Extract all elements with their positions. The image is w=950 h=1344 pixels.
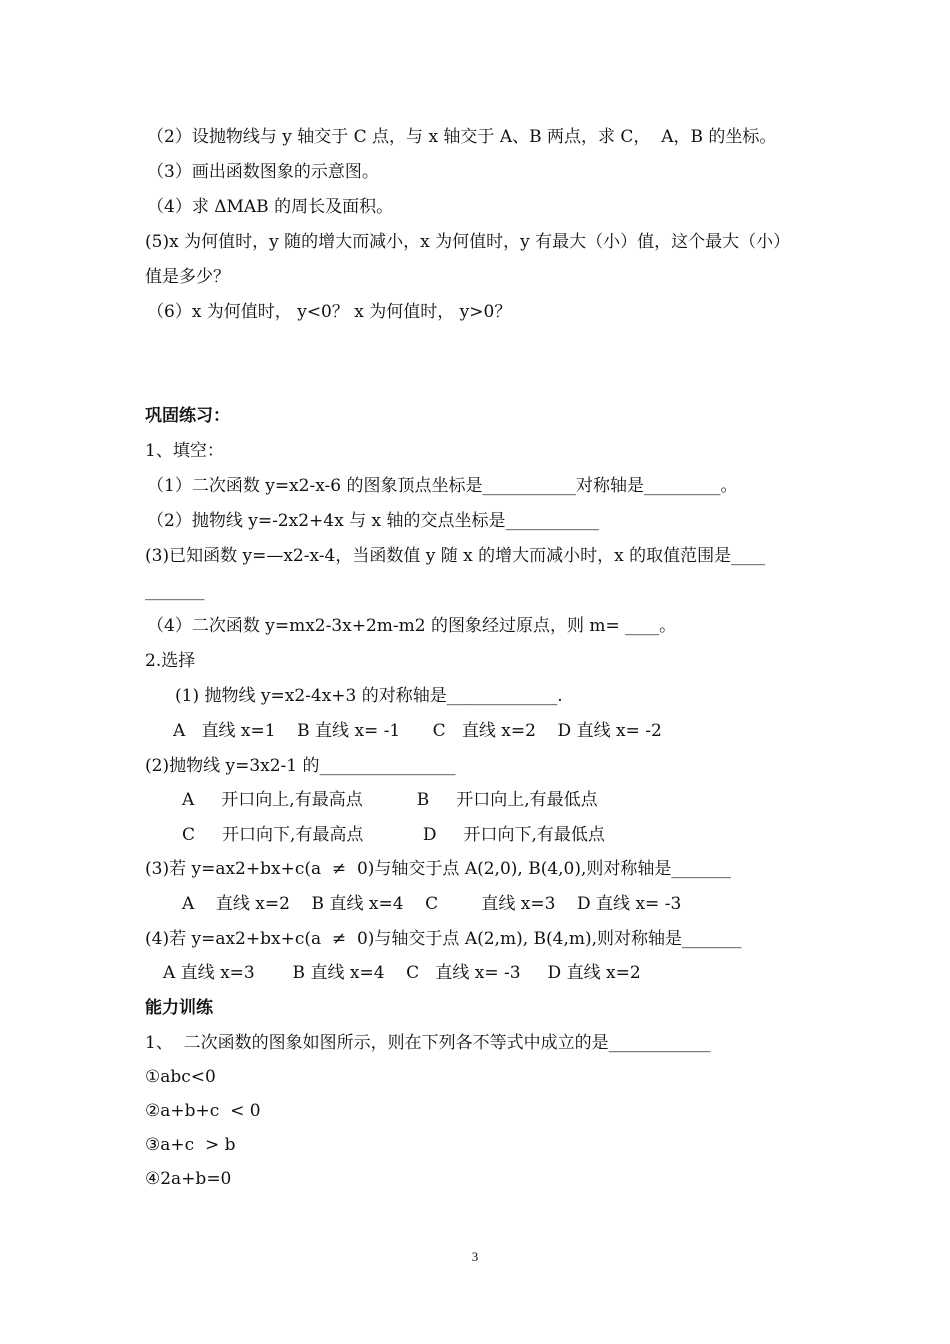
- choice-2-question: (2)抛物线 y=3x2-1 的________________: [145, 756, 456, 776]
- choice-3-options: A 直线 x=2 B 直线 x=4 C 直线 x=3 D 直线 x= -3: [182, 894, 682, 914]
- fill-blank-2: （2）抛物线 y=-2x2+4x 与 x 轴的交点坐标是___________: [147, 511, 599, 531]
- inequality-2: ②a+b+c < 0: [145, 1101, 261, 1121]
- choice-2-options-ab: A 开口向上,有最高点 B 开口向上,有最低点: [182, 790, 598, 810]
- question-2: （2）设抛物线与 y 轴交于 C 点，与 x 轴交于 A、B 两点，求 C， A，B 的坐标。: [147, 127, 777, 147]
- inequality-3: ③a+c > b: [145, 1135, 236, 1155]
- question-6: （6）x 为何值时， y<0？ x 为何值时， y>0？: [147, 302, 512, 322]
- choice-4-question: (4)若 y=ax2+bx+c(a ≠ 0)与轴交于点 A(2,m), B(4,m),则对称轴是_______: [145, 929, 742, 949]
- ability-heading: 能力训练: [145, 998, 213, 1018]
- choice-4-options: A 直线 x=3 B 直线 x=4 C 直线 x= -3 D 直线 x=2: [163, 963, 641, 983]
- question-4: （4）求 ΔMAB 的周长及面积。: [147, 197, 394, 217]
- choice-1-question: (1) 抛物线 y=x2-4x+3 的对称轴是_____________.: [175, 686, 563, 706]
- inequality-4: ④2a+b=0: [145, 1169, 232, 1189]
- ability-question-1: 1、 二次函数的图象如图所示，则在下列各不等式中成立的是____________: [145, 1033, 711, 1053]
- question-5-line2: 值是多少？: [145, 267, 230, 287]
- consolidation-heading: 巩固练习：: [145, 406, 230, 426]
- choice-title: 2.选择: [145, 651, 196, 671]
- choice-3-question: (3)若 y=ax2+bx+c(a ≠ 0)与轴交于点 A(2,0), B(4,0),则对称轴是_______: [145, 859, 731, 879]
- question-5-line1: (5)x 为何值时，y 随的增大而减小，x 为何值时，y 有最大（小）值，这个最大（小）: [145, 232, 791, 252]
- question-3: （3）画出函数图象的示意图。: [147, 162, 379, 182]
- fill-blank-title: 1、填空：: [145, 441, 224, 461]
- inequality-1: ①abc<0: [145, 1067, 216, 1087]
- choice-2-options-cd: C 开口向下,有最高点 D 开口向下,有最低点: [182, 825, 605, 845]
- choice-1-options: A 直线 x=1 B 直线 x= -1 C 直线 x=2 D 直线 x= -2: [173, 721, 662, 741]
- fill-blank-3-line1: (3)已知函数 y=—x2-x-4，当函数值 y 随 x 的增大而减小时，x 的取值范围是____: [145, 546, 766, 566]
- fill-blank-1: （1）二次函数 y=x2-x-6 的图象顶点坐标是___________对称轴是_________。: [147, 476, 738, 496]
- fill-blank-4: （4）二次函数 y=mx2-3x+2m-m2 的图象经过原点，则 m= ____。: [147, 616, 677, 636]
- fill-blank-3-line2: _______: [145, 581, 205, 601]
- page-number: 3: [471, 1249, 479, 1264]
